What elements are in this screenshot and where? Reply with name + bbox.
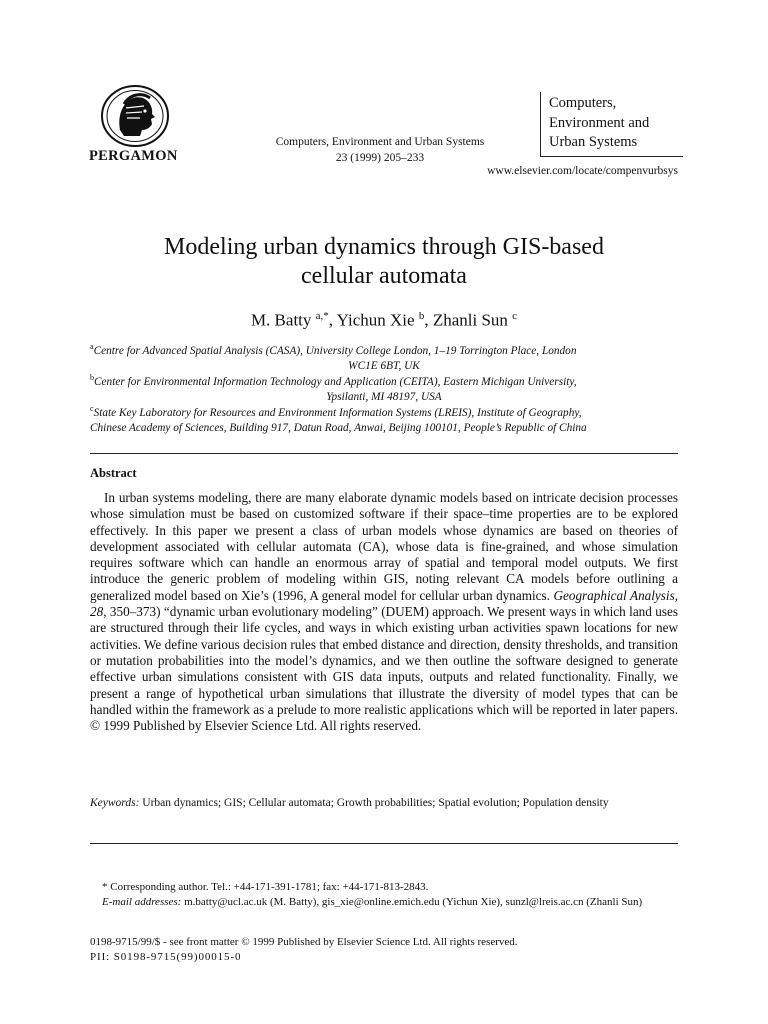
journal-box-line: Computers, <box>549 95 617 111</box>
abstract-citation: Geographical Analysis, 28 <box>90 587 679 620</box>
journal-url[interactable]: www.elsevier.com/locate/compenvurbsys <box>487 165 678 177</box>
pii-line: PII: S0198-9715(99)00015-0 <box>90 951 242 963</box>
email-label: E-mail addresses: <box>102 896 182 908</box>
abstract-text: , 350–373) “dynamic urban evolutionary modeling” (DUEM) approach. We present ways in which land uses are structured through their life cycles, and ways in which existing urban activities spawn locations for new activities. We define various decision rules that embed distance and direction, density thresholds, and transition or mutation probabilities into the model’s dynamics, and we then outline the software designed to generate effective urban simulations consistent with GIS data inputs, outputs and related functionality. Finally, we present a range of hypothetical urban simulations that illustrate the diversity of model types that can be handled within the framework as a prelude to more realistic applications which will be reported in later papers. © 1999 Published by Elsevier Science Ltd. All rights reserved. <box>90 604 678 734</box>
affil-text: WC1E 6BT, UK <box>348 360 420 373</box>
affil-mark: b <box>90 373 94 382</box>
abstract-body <box>90 490 678 734</box>
author-affil-mark: a,* <box>315 310 329 322</box>
divider <box>90 843 678 844</box>
abstract-text: In urban systems modeling, there are many elaborate dynamic models based on intricate decision processes whose simulation must be based on customized software if their space–time properties are to be explored effectively. In this paper we present a class of urban models whose dynamics are based on theories of development associated with cellular automata (CA), whose data is fine-grained, and whose simulation requires software which can handle an enormous array of spatial and temporal model outputs. We first introduce the generic problem of modeling within GIS, noting relevant CA models before outlining a generalized model based on Xie’s (1996, A general model for cellular urban dynamics. <box>90 490 678 603</box>
affil-text: State Key Laboratory for Resources and Environment Information Systems (LREIS), Institute of Geography, <box>93 406 582 419</box>
article-title <box>90 233 678 291</box>
email-note <box>90 895 678 910</box>
keywords-text: Urban dynamics; GIS; Cellular automata; Growth probabilities; Spatial evolution; Population density <box>142 797 609 809</box>
author-name: Zhanli Sun <box>432 310 508 330</box>
issn-copyright-line: 0198-9715/99/$ - see front matter © 1999 Published by Elsevier Science Ltd. All rights reserved. <box>90 936 518 948</box>
title-line: Modeling urban dynamics through GIS-based <box>164 234 604 260</box>
journal-box-title <box>549 94 689 153</box>
keywords-label: Keywords: <box>90 797 140 809</box>
author-affil-mark: b <box>418 310 425 322</box>
journal-box-line: Urban Systems <box>549 134 638 150</box>
author-affil-mark: c <box>512 310 518 322</box>
abstract-heading: Abstract <box>90 466 137 480</box>
title-line: cellular automata <box>301 263 467 289</box>
affil-text: Ypsilanti, MI 48197, USA <box>326 391 442 404</box>
volume-pages: 23 (1999) 205–233 <box>335 152 425 164</box>
corresponding-author-note: * Corresponding author. Tel.: +44-171-391-1781; fax: +44-171-813-2843. <box>102 881 429 893</box>
affil-mark: c <box>90 404 94 413</box>
publisher-name: PERGAMON <box>89 148 178 164</box>
author-name: M. Batty <box>250 310 312 330</box>
affil-mark: a <box>90 342 94 351</box>
journal-box-line: Environment and <box>549 114 650 131</box>
author-list: M. Batty $^{a,*}$, Yichun Xie $^b$, Zhanli Sun $^c$ <box>250 310 518 330</box>
pergamon-logo-icon <box>100 84 170 148</box>
affil-text: Centre for Advanced Spatial Analysis (CASA), University College London, 1–19 Torrington Place, London <box>93 344 577 357</box>
affil-text: Chinese Academy of Sciences, Building 917, Datun Road, Anwai, Beijing 100101, People’s Republic of China <box>90 422 587 435</box>
affiliation-c <box>90 401 678 437</box>
keywords <box>90 796 678 811</box>
email-addresses[interactable]: m.batty@ucl.ac.uk (M. Batty), gis_xie@online.emich.edu (Yichun Xie), sunzl@lreis.ac.cn (Zhanli Sun) <box>184 896 643 908</box>
divider <box>90 453 678 454</box>
footnotes <box>90 880 678 910</box>
author-name: Yichun Xie <box>336 310 415 330</box>
affil-text: Center for Environmental Information Technology and Application (CEITA), Eastern Michigan University, <box>94 375 577 388</box>
journal-name: Computers, Environment and Urban Systems <box>275 136 485 148</box>
